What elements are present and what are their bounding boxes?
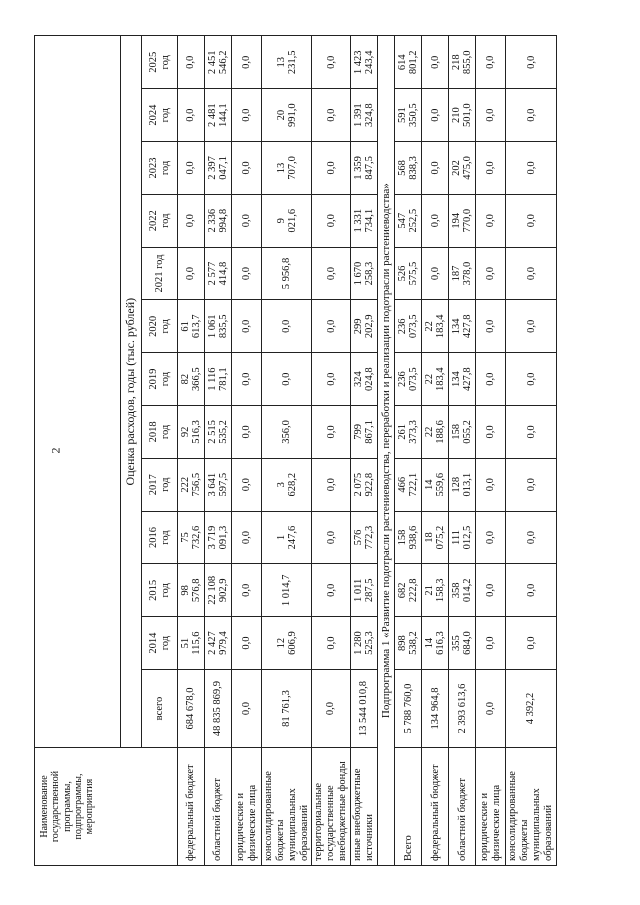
header-year: 2022 год <box>142 194 178 247</box>
year-value: 1 331 734,1 <box>351 194 378 247</box>
row-label: Всего <box>395 748 422 866</box>
year-value: 0,0 <box>506 300 556 353</box>
header-year: 2018 год <box>142 406 178 459</box>
year-value: 799 867,1 <box>351 406 378 459</box>
year-value: 0,0 <box>312 353 351 406</box>
year-value: 526 575,5 <box>395 247 422 300</box>
row-label: федеральный бюджет <box>178 748 205 866</box>
year-value: 2 427 979,4 <box>205 617 232 670</box>
year-value: 218 855,0 <box>449 36 476 89</box>
row-label: консолидированные бюджеты муниципальных образований <box>506 748 556 866</box>
header-total: всего <box>142 670 178 748</box>
year-value: 22 183,4 <box>422 300 449 353</box>
year-value: 0,0 <box>178 89 205 142</box>
year-value: 0,0 <box>232 89 262 142</box>
year-value: 5 956,8 <box>262 247 312 300</box>
year-value: 0,0 <box>476 511 506 564</box>
year-value: 898 538,2 <box>395 617 422 670</box>
year-value: 466 722,1 <box>395 458 422 511</box>
year-value: 0,0 <box>262 353 312 406</box>
header-year: 2024 год <box>142 89 178 142</box>
year-value: 0,0 <box>506 406 556 459</box>
row-label: областной бюджет <box>205 748 232 866</box>
year-value: 236 073,5 <box>395 300 422 353</box>
year-value: 0,0 <box>232 194 262 247</box>
year-value: 134 427,8 <box>449 300 476 353</box>
year-value: 202 475,0 <box>449 142 476 195</box>
table-row <box>312 36 351 866</box>
table-row <box>422 36 449 866</box>
year-value: 2 451 546,2 <box>205 36 232 89</box>
year-value: 0,0 <box>232 617 262 670</box>
year-value: 0,0 <box>178 247 205 300</box>
year-value: 0,0 <box>506 247 556 300</box>
year-value: 261 373,3 <box>395 406 422 459</box>
year-value: 1 011 287,5 <box>351 564 378 617</box>
year-value: 568 838,3 <box>395 142 422 195</box>
estimate-title: Оценка расходов, годы (тыс. рублей) <box>121 36 142 748</box>
year-value: 0,0 <box>506 458 556 511</box>
year-value: 0,0 <box>476 142 506 195</box>
year-value: 0,0 <box>476 89 506 142</box>
year-value: 3 628,2 <box>262 458 312 511</box>
table-row <box>232 36 262 866</box>
year-value: 2 481 144,1 <box>205 89 232 142</box>
year-value: 21 158,3 <box>422 564 449 617</box>
row-label: иные внебюджетные источники <box>351 748 378 866</box>
year-value: 194 770,0 <box>449 194 476 247</box>
year-value: 0,0 <box>506 564 556 617</box>
year-value: 0,0 <box>476 617 506 670</box>
header-name: Наименование государственной программы, подпрограммы, мероприятия <box>35 748 178 866</box>
year-value: 576 772,3 <box>351 511 378 564</box>
year-value: 187 378,0 <box>449 247 476 300</box>
year-value: 1 359 847,5 <box>351 142 378 195</box>
year-value: 0,0 <box>422 36 449 89</box>
year-value: 0,0 <box>476 247 506 300</box>
year-value: 0,0 <box>232 36 262 89</box>
table-row <box>178 36 205 866</box>
year-value: 20 991,0 <box>262 89 312 142</box>
year-value: 61 613,7 <box>178 300 205 353</box>
year-value: 0,0 <box>178 194 205 247</box>
year-value: 0,0 <box>476 406 506 459</box>
year-value: 2 397 047,1 <box>205 142 232 195</box>
year-value: 682 222,8 <box>395 564 422 617</box>
header-year: 2025 год <box>142 36 178 89</box>
year-value: 14 559,6 <box>422 458 449 511</box>
year-value: 75 732,6 <box>178 511 205 564</box>
row-label: федеральный бюджет <box>422 748 449 866</box>
year-value: 0,0 <box>312 617 351 670</box>
row-label: юридические и физические лица <box>476 748 506 866</box>
row-total: 0,0 <box>476 670 506 748</box>
header-year: 2015 год <box>142 564 178 617</box>
year-value: 236 073,5 <box>395 353 422 406</box>
year-value: 356,0 <box>262 406 312 459</box>
year-value: 0,0 <box>262 300 312 353</box>
year-value: 13 231,5 <box>262 36 312 89</box>
row-label: территориальные государственные внебюджетные фонды <box>312 748 351 866</box>
row-total: 134 964,8 <box>422 670 449 748</box>
year-value: 111 012,5 <box>449 511 476 564</box>
table-row <box>506 36 556 866</box>
year-value: 0,0 <box>476 36 506 89</box>
year-value: 0,0 <box>422 142 449 195</box>
row-label: консолидированные бюджеты муниципальных образований <box>262 748 312 866</box>
year-value: 0,0 <box>232 458 262 511</box>
subprogram-row <box>378 36 395 866</box>
year-value: 98 576,8 <box>178 564 205 617</box>
year-value: 0,0 <box>422 247 449 300</box>
year-value: 0,0 <box>312 406 351 459</box>
table-row <box>205 36 232 866</box>
row-label: областной бюджет <box>449 748 476 866</box>
year-value: 128 013,1 <box>449 458 476 511</box>
year-value: 158 938,6 <box>395 511 422 564</box>
year-value: 0,0 <box>232 511 262 564</box>
year-value: 1 014,7 <box>262 564 312 617</box>
subprogram-title: Подпрограмма 1 «Развитие подотрасли растениеводства, переработки и реализации подотрасли растениеводства» <box>378 36 395 866</box>
year-value: 614 801,2 <box>395 36 422 89</box>
year-value: 14 616,3 <box>422 617 449 670</box>
table-row <box>351 36 378 866</box>
year-value: 22 183,4 <box>422 353 449 406</box>
row-total: 81 761,3 <box>262 670 312 748</box>
year-value: 0,0 <box>506 617 556 670</box>
year-value: 22 108 902,9 <box>205 564 232 617</box>
year-value: 0,0 <box>312 458 351 511</box>
year-value: 0,0 <box>178 36 205 89</box>
table-row <box>262 36 312 866</box>
header-year: 2020 год <box>142 300 178 353</box>
year-value: 0,0 <box>232 247 262 300</box>
year-value: 324 024,8 <box>351 353 378 406</box>
year-value: 18 075,2 <box>422 511 449 564</box>
year-value: 0,0 <box>476 194 506 247</box>
year-value: 0,0 <box>476 300 506 353</box>
year-value: 0,0 <box>422 89 449 142</box>
year-value: 222 756,5 <box>178 458 205 511</box>
year-value: 2 577 414,8 <box>205 247 232 300</box>
header-year: 2019 год <box>142 353 178 406</box>
year-value: 0,0 <box>476 458 506 511</box>
year-value: 0,0 <box>312 142 351 195</box>
year-value: 591 350,5 <box>395 89 422 142</box>
year-value: 0,0 <box>312 511 351 564</box>
year-value: 92 516,3 <box>178 406 205 459</box>
year-value: 0,0 <box>312 300 351 353</box>
row-total: 4 392,2 <box>506 670 556 748</box>
year-value: 1 061 835,5 <box>205 300 232 353</box>
row-total: 0,0 <box>312 670 351 748</box>
year-value: 0,0 <box>422 194 449 247</box>
year-value: 0,0 <box>506 36 556 89</box>
year-value: 0,0 <box>506 511 556 564</box>
page-number: 2 <box>48 447 63 454</box>
year-value: 0,0 <box>232 300 262 353</box>
header-year: 2017 год <box>142 458 178 511</box>
header-year: 2016 год <box>142 511 178 564</box>
year-value: 3 719 091,3 <box>205 511 232 564</box>
year-value: 1 423 243,4 <box>351 36 378 89</box>
row-total: 13 544 010,8 <box>351 670 378 748</box>
year-value: 9 021,6 <box>262 194 312 247</box>
row-total: 684 678,0 <box>178 670 205 748</box>
header-year: 2023 год <box>142 142 178 195</box>
year-value: 0,0 <box>506 194 556 247</box>
year-value: 2 515 535,2 <box>205 406 232 459</box>
year-value: 1 116 781,1 <box>205 353 232 406</box>
year-value: 22 188,6 <box>422 406 449 459</box>
table-row <box>395 36 422 866</box>
year-value: 1 670 258,3 <box>351 247 378 300</box>
budget-table-rotated <box>34 36 604 866</box>
year-value: 299 202,9 <box>351 300 378 353</box>
year-value: 2 075 922,8 <box>351 458 378 511</box>
year-value: 0,0 <box>312 564 351 617</box>
row-label: юридические и физические лица <box>232 748 262 866</box>
year-value: 82 366,5 <box>178 353 205 406</box>
year-value: 0,0 <box>232 564 262 617</box>
year-value: 0,0 <box>232 406 262 459</box>
table-row <box>476 36 506 866</box>
year-value: 1 247,6 <box>262 511 312 564</box>
year-value: 0,0 <box>232 353 262 406</box>
year-value: 547 252,5 <box>395 194 422 247</box>
year-value: 0,0 <box>312 89 351 142</box>
year-value: 210 501,0 <box>449 89 476 142</box>
year-value: 158 055,2 <box>449 406 476 459</box>
year-value: 51 115,6 <box>178 617 205 670</box>
year-value: 0,0 <box>178 142 205 195</box>
year-value: 0,0 <box>312 36 351 89</box>
year-value: 0,0 <box>476 353 506 406</box>
year-value: 1 391 324,8 <box>351 89 378 142</box>
year-value: 355 684,0 <box>449 617 476 670</box>
header-year: 2014 год <box>142 617 178 670</box>
year-value: 12 606,9 <box>262 617 312 670</box>
year-value: 0,0 <box>232 142 262 195</box>
row-total: 48 835 869,9 <box>205 670 232 748</box>
budget-table <box>34 35 557 866</box>
year-value: 0,0 <box>312 194 351 247</box>
row-total: 0,0 <box>232 670 262 748</box>
year-value: 134 427,8 <box>449 353 476 406</box>
header-year: 2021 год <box>142 247 178 300</box>
year-value: 3 641 597,5 <box>205 458 232 511</box>
row-total: 2 393 613,6 <box>449 670 476 748</box>
year-value: 2 336 994,8 <box>205 194 232 247</box>
table-row <box>449 36 476 866</box>
year-value: 0,0 <box>506 142 556 195</box>
year-value: 0,0 <box>506 353 556 406</box>
year-value: 0,0 <box>312 247 351 300</box>
year-value: 358 014,2 <box>449 564 476 617</box>
row-total: 5 788 760,0 <box>395 670 422 748</box>
year-value: 13 707,0 <box>262 142 312 195</box>
year-value: 1 280 525,3 <box>351 617 378 670</box>
year-value: 0,0 <box>476 564 506 617</box>
year-value: 0,0 <box>506 89 556 142</box>
